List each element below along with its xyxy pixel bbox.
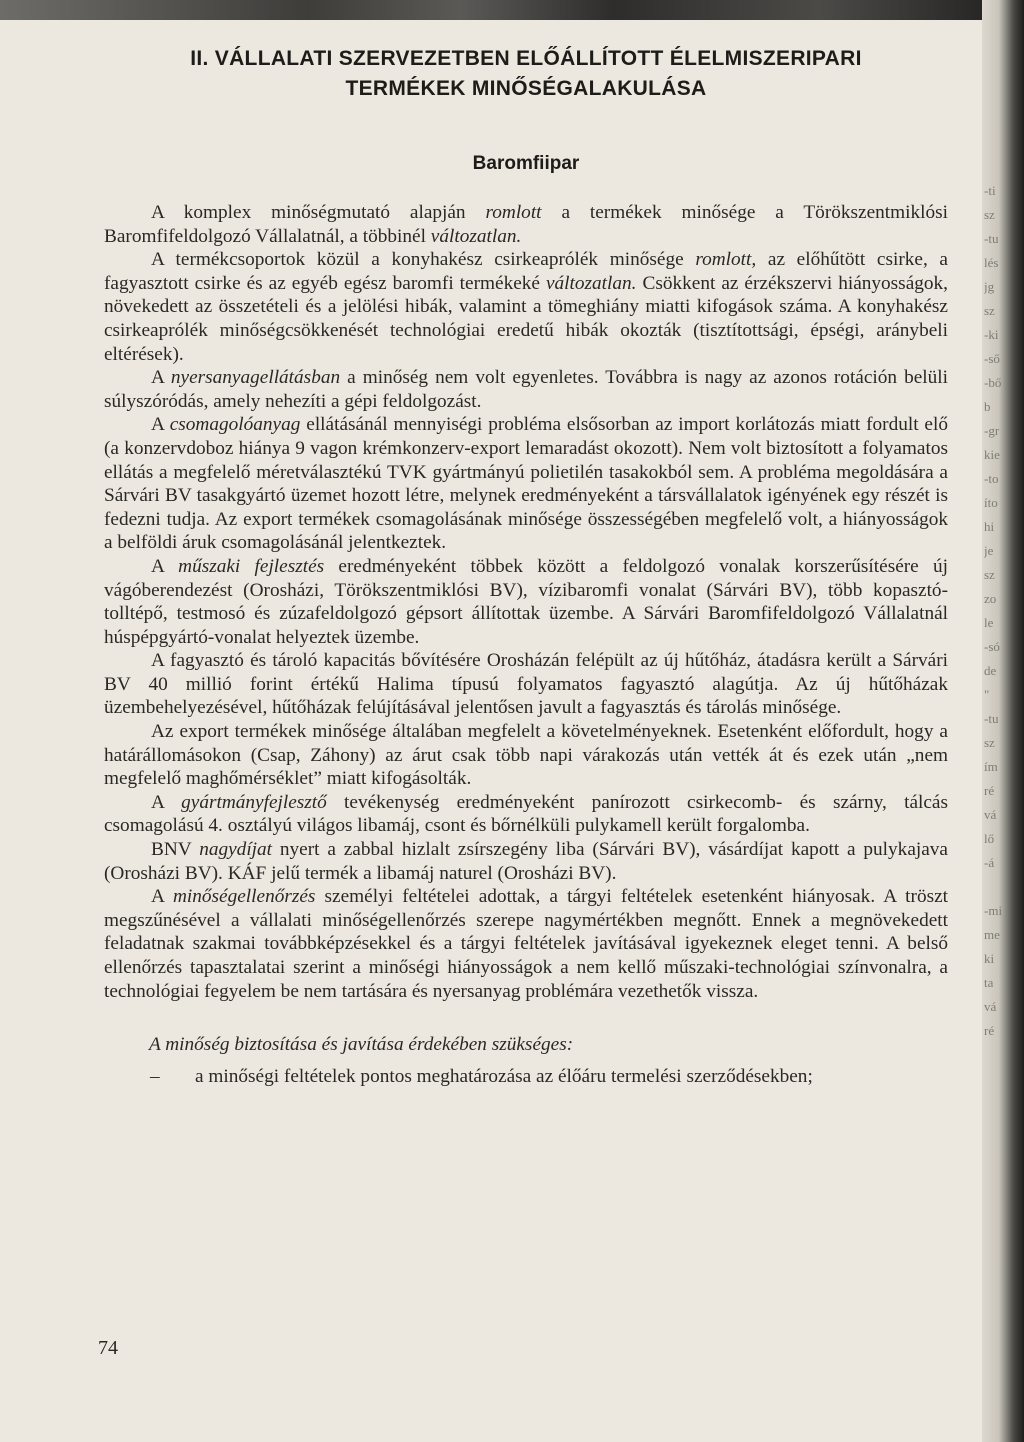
- edge-fragment: ím: [984, 759, 998, 774]
- chapter-title-line-1: II. VÁLLALATI SZERVEZETBEN ELŐÁLLÍTOTT ÉLELMISZERIPARI: [190, 47, 862, 70]
- text-run: BNV: [151, 839, 200, 861]
- text-run: az előhűtött csirke, a fagyasztott csirke és az egyéb egész baromfi termékeké: [104, 249, 948, 294]
- emphasized-term: minőségellenőrzés: [172, 886, 316, 908]
- emphasized-term: nyersanyagellátásban: [170, 367, 341, 389]
- paragraph: [104, 720, 948, 791]
- emphasized-term: nagydíjat: [199, 839, 273, 861]
- edge-fragment: -to: [984, 471, 999, 486]
- text-run: A: [151, 555, 179, 577]
- document-page: [104, 44, 948, 1089]
- edge-fragment: je: [984, 543, 994, 558]
- emphasized-term: csomagolóanyag: [169, 414, 301, 436]
- list-item-text: a minőségi feltételek pontos meghatározása az élőáru termelési szerződésekben;: [195, 1066, 813, 1088]
- edge-fragment: -só: [984, 639, 1000, 654]
- paragraph: [104, 838, 948, 885]
- text-run: A: [151, 791, 182, 813]
- text-run: A: [151, 414, 170, 436]
- paragraph: [104, 201, 948, 248]
- edge-fragment: vá: [984, 999, 997, 1014]
- paragraph: [104, 791, 948, 838]
- adjacent-page-edge: [982, 0, 1024, 1442]
- section-title: Baromfiipar: [472, 153, 580, 174]
- text-run: A fagyasztó és tároló kapacitás bővítésére Orosházán felépült az új hűtőház, átadásra került a Sárvári BV 40 millió forint értékű Halima típusú folyamatos fagyasztó alagútja. Az új hűtőházak üzembehelyezésével, hűtőházak felújításával jelentősen javult a fagyasztás és tárolás minősége.: [104, 650, 948, 719]
- edge-fragment: -mi: [984, 903, 1003, 918]
- text-run: a termékek minősége a Törökszentmiklósi Baromfifeldolgozó Vállalatnál, a többinél: [104, 202, 948, 247]
- paragraph: [104, 366, 948, 413]
- edge-fragment: sz: [984, 735, 995, 750]
- edge-fragment: -gr: [984, 423, 1000, 438]
- edge-fragment: sz: [984, 567, 995, 582]
- edge-fragment: vá: [984, 807, 997, 822]
- text-run: eredményeként többek között a feldolgozó vonalak korszerűsítésére új vágóberendezést (Orosházi, Törökszentmiklósi BV), vízibaromfi vonalat (Sárvári BV), több kopasztó-tolltépő, testmosó és zúzafeldolgozó gépsort állítottak üzembe. A Sárvári Baromfifeldolgozó Vállalatnál húspépgyártó-vonalat helyeztek üzembe.: [104, 555, 949, 648]
- list-item: [104, 1065, 948, 1089]
- emphasized-term: műszaki fejlesztés: [178, 555, 325, 577]
- text-run: személyi feltételei adottak, a tárgyi feltételek esetenként hiányosak. A tröszt megszűnésével a vállalati minőségellenőrzés szerepe nagymértékben megnőtt. Ennek a megnövekedett feladatnak szakmai továbbképzésekkel és a tárgyi feltételek javításával igyekeznek eleget tenni. A belső ellenőrzés tapasztalatai szerint a minőségi hiányosságok a nem kellő műszaki-technológiai színvonalra, a technológiai fegyelem be nem tartására és nyersanyag problémára vezethetők vissza.: [104, 886, 948, 1002]
- edge-fragment: lés: [984, 255, 999, 270]
- text-run: ellátásánál mennyiségi probléma elsősorban az import korlátozás miatt fordult elő (a konzervdoboz hiánya 9 vagon krémkonzerv-export lemaradást okozott). Nem volt biztosított a folyamatos ellátás a megfelelő méretválasztékú TVK gyártmányú polietilén tasakokból sem. A probléma megoldására a Sárvári BV tasakgyártó üzemet hozott létre, melynek eredményeként a társvállalatok igényének egy részét is fedezni tudja. Az export termékek csomagolásának minősége összességében megfelelő volt, a hiányosságok a belföldi áruk csomagolásánál jelentkeztek.: [104, 414, 948, 554]
- edge-fragment: ta: [984, 975, 994, 990]
- emphasized-term: változatlan.: [430, 225, 522, 247]
- edge-fragment: zo: [984, 591, 997, 606]
- edge-fragment: me: [984, 927, 1000, 942]
- edge-fragment: sz: [984, 207, 995, 222]
- edge-fragment: -ti: [984, 183, 996, 198]
- edge-fragment: jg: [984, 279, 995, 294]
- edge-fragment: -tu: [984, 231, 999, 246]
- edge-fragment: ré: [984, 1023, 995, 1038]
- emphasized-term: változatlan.: [545, 272, 637, 294]
- text-run: A termékcsoportok közül a konyhakész csirkeaprólék minősége: [151, 249, 696, 271]
- scan-top-edge: [0, 0, 1024, 20]
- subheading: A minőség biztosítása és javítása érdekében szükséges:: [149, 1034, 574, 1056]
- paragraph: [104, 555, 948, 649]
- edge-fragment: ": [984, 687, 990, 702]
- paragraph: [104, 649, 948, 720]
- paragraph: [104, 413, 948, 555]
- edge-fragment: kie: [984, 447, 1000, 462]
- emphasized-term: romlott,: [695, 249, 757, 271]
- edge-fragment: -á: [984, 855, 995, 870]
- emphasized-term: gyártmányfejlesztő: [181, 791, 327, 813]
- paragraph: [104, 248, 948, 366]
- requirement-list: [104, 1065, 948, 1089]
- edge-fragment: íto: [984, 495, 998, 510]
- edge-fragment: ré: [984, 783, 995, 798]
- edge-fragment: -tu: [984, 711, 999, 726]
- edge-fragment: -bő: [984, 375, 1002, 390]
- edge-fragment: de: [984, 663, 997, 678]
- edge-fragment: sz: [984, 303, 995, 318]
- list-dash: –: [150, 1066, 160, 1088]
- edge-fragment: le: [984, 615, 994, 630]
- edge-fragment: [984, 876, 1024, 898]
- emphasized-term: romlott: [485, 202, 542, 223]
- text-run: A: [151, 367, 171, 389]
- text-run: nyert a zabbal hizlalt zsírszegény liba (Sárvári BV), vásárdíjat kapott a pulykajava (Orosházi BV). KÁF jelű termék a libamáj naturel (Orosházi BV).: [104, 839, 948, 884]
- edge-fragment: b: [984, 399, 991, 414]
- body-text: [104, 201, 948, 1003]
- edge-fragment: lő: [984, 831, 995, 846]
- edge-fragment: -ki: [984, 327, 999, 342]
- chapter-title: [104, 44, 948, 104]
- text-run: tevékenység eredményeként panírozott csirkecomb- és szárny, tálcás csomagolású 4. osztályú világos libamáj, csont és bőrnélküli pulykamell került forgalomba.: [104, 791, 948, 837]
- text-run: Az export termékek minősége általában megfelelt a követelményeknek. Esetenként előfordult, hogy a határállomásokon (Csap, Záhony) az árut csak több napi várakozás után vették át és ezek után „nem megfelelő maghőmérséklet” miatt kifogásolták.: [104, 721, 948, 790]
- text-run: A komplex minőségmutató alapján: [151, 202, 486, 223]
- page-number: 74: [98, 1337, 118, 1359]
- paragraph: [104, 885, 948, 1003]
- text-run: A: [151, 886, 173, 908]
- text-run: a minőség nem volt egyenletes. Továbbra is nagy az azonos rotáción belüli súlyszóródás, amely nehezíti a gépi feldolgozást.: [104, 367, 948, 412]
- edge-fragment: -ső: [984, 351, 1000, 366]
- edge-fragment: ki: [984, 951, 995, 966]
- text-run: Csökkent az érzékszervi hiányosságok, növekedett az összetételi és a jelölési hibák, valamint a tömeghiány miatti kifogások száma. A konyhakész csirkeaprólék minőségcsökkenését technológiai eredetű hibák okozták (tisztítottsági, épségi, aránybeli eltérések).: [104, 272, 948, 365]
- chapter-title-line-2: TERMÉKEK MINŐSÉGALAKULÁSA: [345, 77, 707, 100]
- edge-fragment: hi: [984, 519, 995, 534]
